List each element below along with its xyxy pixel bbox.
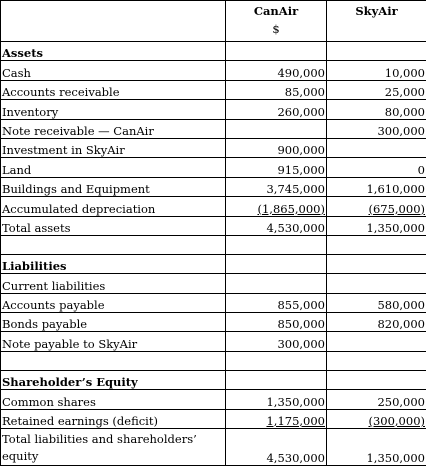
underlined-value: (675,000) (368, 201, 425, 216)
header-row (1, 1, 426, 42)
skyair-value: 580,000 (327, 293, 426, 312)
table-row (1, 197, 426, 216)
empty-cell (1, 235, 226, 254)
empty-cell (327, 42, 426, 61)
header-empty-cell (1, 1, 226, 42)
canair-value: 900,000 (226, 138, 327, 157)
skyair-value: 10,000 (327, 61, 426, 80)
skyair-value: 300,000 (327, 119, 426, 138)
table-row (1, 332, 426, 351)
table-row (1, 313, 426, 332)
double-underlined-value: 1,350,000 (366, 451, 425, 466)
row-label: Bonds payable (1, 313, 226, 332)
empty-cell (327, 351, 426, 370)
canair-value: 1,350,000 (226, 390, 327, 409)
row-label: Current liabilities (1, 274, 226, 293)
table-row (1, 138, 426, 157)
table-row (1, 293, 426, 312)
skyair-value: 250,000 (327, 390, 426, 409)
assets-section-title: Assets (1, 42, 226, 61)
skyair-value (327, 138, 426, 157)
empty-cell (327, 254, 426, 273)
empty-cell (226, 351, 327, 370)
row-label: Cash (1, 61, 226, 80)
row-label: Note receivable — CanAir (1, 119, 226, 138)
row-label: Accounts payable (1, 293, 226, 312)
section-row (1, 254, 426, 273)
canair-value: 3,745,000 (226, 177, 327, 196)
skyair-total (327, 216, 426, 235)
table-row (1, 158, 426, 177)
equity-section-title: Shareholder’s Equity (1, 370, 226, 389)
skyair-value: 25,000 (327, 80, 426, 99)
section-row (1, 370, 426, 389)
skyair-value (327, 197, 426, 216)
empty-cell (226, 370, 327, 389)
total-row (1, 216, 426, 235)
canair-value (226, 409, 327, 428)
underlined-value: 1,175,000 (266, 414, 325, 429)
row-label: Inventory (1, 100, 226, 119)
canair-value: 85,000 (226, 80, 327, 99)
row-label: Total liabilities and shareholders’ equity (1, 429, 226, 466)
canair-value: 915,000 (226, 158, 327, 177)
canair-value: 490,000 (226, 61, 327, 80)
skyair-value (327, 274, 426, 293)
canair-total (226, 216, 327, 235)
canair-currency-unit: $ (272, 22, 280, 36)
empty-cell (327, 370, 426, 389)
empty-cell (1, 351, 226, 370)
table-row (1, 177, 426, 196)
skyair-value: 80,000 (327, 100, 426, 119)
double-underlined-value: 4,530,000 (266, 451, 325, 466)
total-row (1, 429, 426, 466)
liabilities-section-title: Liabilities (1, 254, 226, 273)
skyair-total (327, 429, 426, 466)
skyair-header-label: SkyAir (355, 4, 398, 18)
canair-value: 260,000 (226, 100, 327, 119)
underlined-value: (1,865,000) (257, 201, 325, 216)
row-label: Retained earnings (deficit) (1, 409, 226, 428)
canair-value (226, 274, 327, 293)
table-row (1, 100, 426, 119)
skyair-value (327, 409, 426, 428)
row-label: Note payable to SkyAir (1, 332, 226, 351)
table-row (1, 61, 426, 80)
table-row (1, 274, 426, 293)
skyair-value: 0 (327, 158, 426, 177)
canair-column-header (226, 1, 327, 42)
spacer-row (1, 351, 426, 370)
canair-value: 300,000 (226, 332, 327, 351)
canair-value: 850,000 (226, 313, 327, 332)
skyair-column-header (327, 1, 426, 42)
section-row (1, 42, 426, 61)
table-row (1, 119, 426, 138)
underlined-value: (300,000) (368, 414, 425, 429)
table-row (1, 80, 426, 99)
canair-value (226, 119, 327, 138)
double-underlined-value: 4,530,000 (266, 221, 325, 236)
empty-cell (226, 235, 327, 254)
double-underlined-value: 1,350,000 (366, 221, 425, 236)
row-label: Investment in SkyAir (1, 138, 226, 157)
skyair-value (327, 332, 426, 351)
row-label: Common shares (1, 390, 226, 409)
empty-cell (327, 235, 426, 254)
table-row (1, 409, 426, 428)
canair-header-label: CanAir (253, 4, 299, 18)
empty-cell (226, 254, 327, 273)
row-label: Total assets (1, 216, 226, 235)
canair-value: 855,000 (226, 293, 327, 312)
canair-value (226, 197, 327, 216)
spacer-row (1, 235, 426, 254)
row-label: Accounts receivable (1, 80, 226, 99)
skyair-value: 1,610,000 (327, 177, 426, 196)
empty-cell (226, 42, 327, 61)
row-label: Buildings and Equipment (1, 177, 226, 196)
skyair-value: 820,000 (327, 313, 426, 332)
canair-total (226, 429, 327, 466)
row-label: Accumulated depreciation (1, 197, 226, 216)
table-row (1, 390, 426, 409)
row-label: Land (1, 158, 226, 177)
